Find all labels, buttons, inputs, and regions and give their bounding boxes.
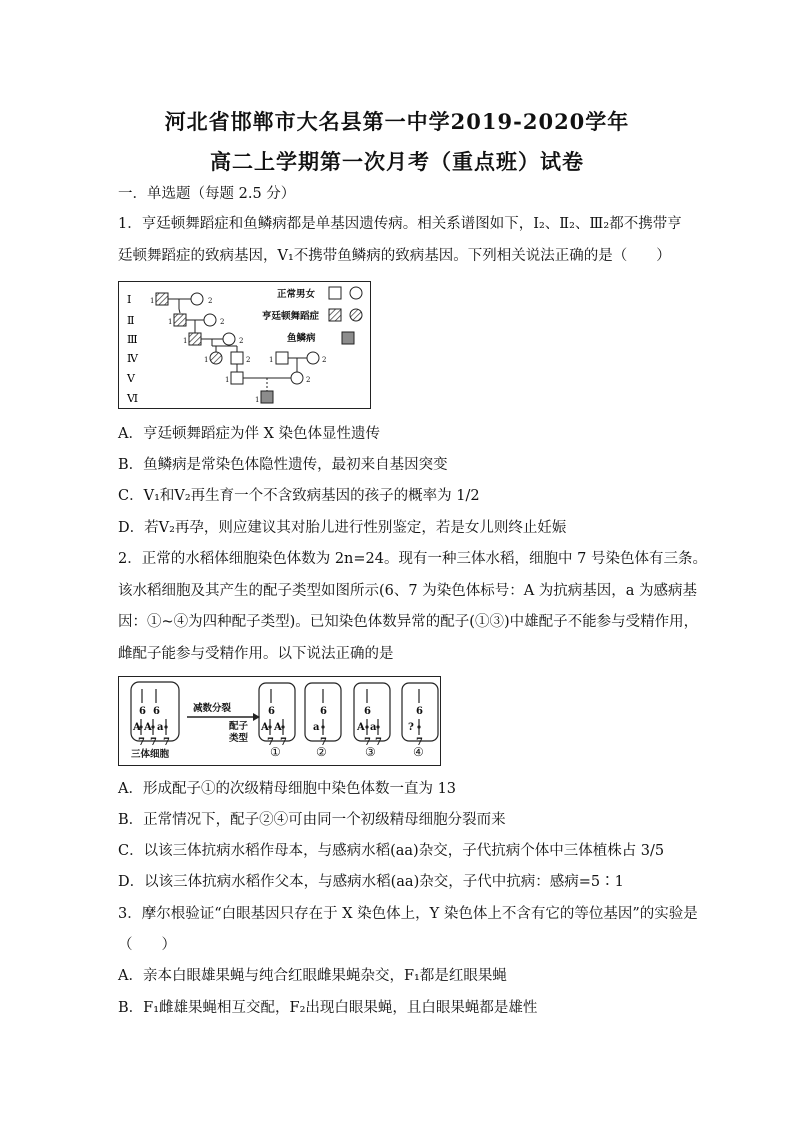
- arrow-label-meiosis: 减数分裂: [193, 703, 232, 714]
- pedigree-V1-male: [231, 372, 243, 384]
- g3-chrom7-a: 7: [364, 737, 371, 748]
- pedigree-IV3-male: [276, 352, 288, 364]
- g1-gene-A1: A: [261, 722, 269, 733]
- label-V1: 1: [225, 376, 230, 384]
- gamete-label-1: ①: [270, 745, 281, 759]
- label-I1: 1: [150, 297, 155, 305]
- label-IV4: 2: [322, 356, 327, 364]
- legend-huntington-square: [329, 309, 341, 321]
- g3-chrom7-b: 7: [375, 737, 382, 748]
- gen-label-2: Ⅱ: [127, 314, 135, 327]
- pedigree-I1-affected-male: [156, 293, 168, 305]
- q3-stem-line2: （ ）: [118, 937, 176, 953]
- label-V2: 2: [306, 376, 311, 384]
- pedigree-I2-female: [191, 293, 203, 305]
- q2-option-a: A．形成配子①的次级精母细胞中染色体数一直为 13: [118, 781, 457, 797]
- cell-chrom7-b: 7: [150, 737, 157, 748]
- legend-label-fish-scale: 鱼鳞病: [287, 333, 316, 344]
- pedigree-III2-female: [223, 333, 235, 345]
- legend-normal-female-circle: [350, 287, 362, 299]
- arrow-label-gamete: 配子: [229, 721, 249, 732]
- q2-stem-line4: 雌配子能参与受精作用。以下说法正确的是: [118, 646, 394, 662]
- label-II1: 1: [168, 318, 173, 326]
- legend-normal-male-square: [329, 287, 341, 299]
- pedigree-IV4-female: [307, 352, 319, 364]
- cell-chrom6-b: 6: [153, 706, 160, 717]
- q2-option-b: B．正常情况下，配子②④可由同一个初级精母细胞分裂而来: [118, 812, 506, 828]
- g2-chrom7: 7: [320, 737, 327, 748]
- g1-chrom7-a: 7: [267, 737, 274, 748]
- g4-chrom6: 6: [416, 706, 423, 717]
- legend-huntington-circle: [350, 309, 362, 321]
- q2-option-d: D．以该三体抗病水稻作父本，与感病水稻(aa)杂交，子代中抗病：感病=5∶1: [118, 874, 624, 890]
- q1-stem-line2: 廷顿舞蹈症的致病基因，Ⅴ₁不携带鱼鳞病的致病基因。下列相关说法正确的是（ ）: [118, 248, 671, 264]
- cell-chrom7-c: 7: [163, 737, 170, 748]
- q2-stem-line3: 因：①~④为四种配子类型)。已知染色体数异常的配子(①③)中雄配子不能参与受精作用，: [118, 614, 699, 630]
- q1-option-c: C．Ⅴ₁和Ⅴ₂再生育一个不含致病基因的孩子的概率为 1/2: [118, 488, 480, 504]
- pedigree-IV2-male: [231, 352, 243, 364]
- gamete-label-4: ④: [413, 745, 424, 759]
- g2-chrom6: 6: [320, 706, 327, 717]
- trisomic-cell-label: 三体细胞: [131, 749, 170, 760]
- g4-gene-unknown: ?: [408, 722, 414, 733]
- label-II2: 2: [220, 318, 225, 326]
- gamete-label-2: ②: [316, 745, 327, 759]
- q2-option-c: C．以该三体抗病水稻作母本，与感病水稻(aa)杂交，子代抗病个体中三体植株占 3/5: [118, 843, 665, 859]
- gen-label-1: Ⅰ: [127, 293, 132, 306]
- g2-gene-a: a: [313, 722, 320, 733]
- g3-chrom6: 6: [364, 706, 371, 717]
- gen-label-6: Ⅵ: [127, 392, 139, 405]
- g3-gene-a: a: [370, 722, 377, 733]
- g4-chrom7: 7: [416, 737, 423, 748]
- gen-label-5: Ⅴ: [127, 372, 135, 385]
- legend-label-normal: 正常男女: [277, 289, 316, 300]
- label-IV1: 1: [204, 356, 209, 364]
- q1-option-b: B．鱼鳞病是常染色体隐性遗传，最初来自基因突变: [118, 457, 448, 473]
- g1-gene-A2: A: [274, 722, 282, 733]
- pedigree-V2-female: [291, 372, 303, 384]
- legend-label-huntington: 亨廷顿舞蹈症: [262, 311, 320, 322]
- label-IV2: 2: [246, 356, 251, 364]
- gamete-label-3: ③: [365, 745, 376, 759]
- label-VI1: 1: [255, 396, 260, 404]
- legend-fish-scale-square: [342, 332, 354, 344]
- pedigree-VI1-fish-scale-male: [261, 391, 273, 403]
- arrow-label-type: 类型: [229, 733, 249, 744]
- cell-chrom6-a: 6: [139, 706, 146, 717]
- g3-gene-A: A: [357, 722, 365, 733]
- cell-chrom7-a: 7: [138, 737, 145, 748]
- q3-stem-line1: 3．摩尔根验证“白眼基因只存在于 X 染色体上，Y 染色体上不含有它的等位基因”的实验是: [118, 906, 698, 922]
- q3-option-b: B．F₁雌雄果蝇相互交配，F₂出现白眼果蝇，且白眼果蝇都是雄性: [118, 1000, 538, 1016]
- pedigree-III1-affected-male: [189, 333, 201, 345]
- label-I2: 2: [208, 297, 213, 305]
- q1-stem-line1: 1．亨廷顿舞蹈症和鱼鳞病都是单基因遗传病。相关系谱图如下，Ⅰ₂、Ⅱ₂、Ⅲ₂都不携带亨: [118, 216, 682, 232]
- cell-gene-a: a: [157, 722, 164, 733]
- pedigree-IV1-affected-female: [210, 352, 222, 364]
- pedigree-II2-female: [204, 314, 216, 326]
- chromosome-figure: [118, 676, 441, 766]
- q1-option-a: A．亨廷顿舞蹈症为伴 X 染色体显性遗传: [118, 426, 381, 442]
- gen-label-4: Ⅳ: [127, 352, 138, 365]
- pedigree-figure: [118, 281, 371, 409]
- cell-gene-A2: A: [144, 722, 152, 733]
- q2-stem-line2: 该水稻细胞及其产生的配子类型如图所示(6、7 为染色体标号：A 为抗病基因，a 为感病基: [118, 583, 698, 599]
- gen-label-3: Ⅲ: [127, 333, 138, 346]
- q1-option-d: D．若Ⅴ₂再孕，则应建议其对胎儿进行性别鉴定，若是女儿则终止妊娠: [118, 520, 567, 536]
- document-title-line1: 河北省邯郸市大名县第一中学2019-2020学年: [164, 109, 630, 134]
- g1-chrom7-b: 7: [280, 737, 287, 748]
- label-III2: 2: [239, 337, 244, 345]
- g1-chrom6: 6: [268, 706, 275, 717]
- document-title-line2: 高二上学期第一次月考（重点班）试卷: [210, 149, 584, 174]
- pedigree-II1-affected-male: [174, 314, 186, 326]
- q3-option-a: A．亲本白眼雄果蝇与纯合红眼雌果蝇杂交，F₁都是红眼果蝇: [118, 968, 507, 984]
- cell-gene-A1: A: [133, 722, 141, 733]
- label-III1: 1: [183, 337, 188, 345]
- label-IV3: 1: [269, 356, 274, 364]
- section-heading: 一．单选题（每题 2.5 分）: [118, 186, 296, 202]
- q2-stem-line1: 2．正常的水稻体细胞染色体数为 2n=24。现有一种三体水稻，细胞中 7 号染色体有三条。: [118, 551, 707, 567]
